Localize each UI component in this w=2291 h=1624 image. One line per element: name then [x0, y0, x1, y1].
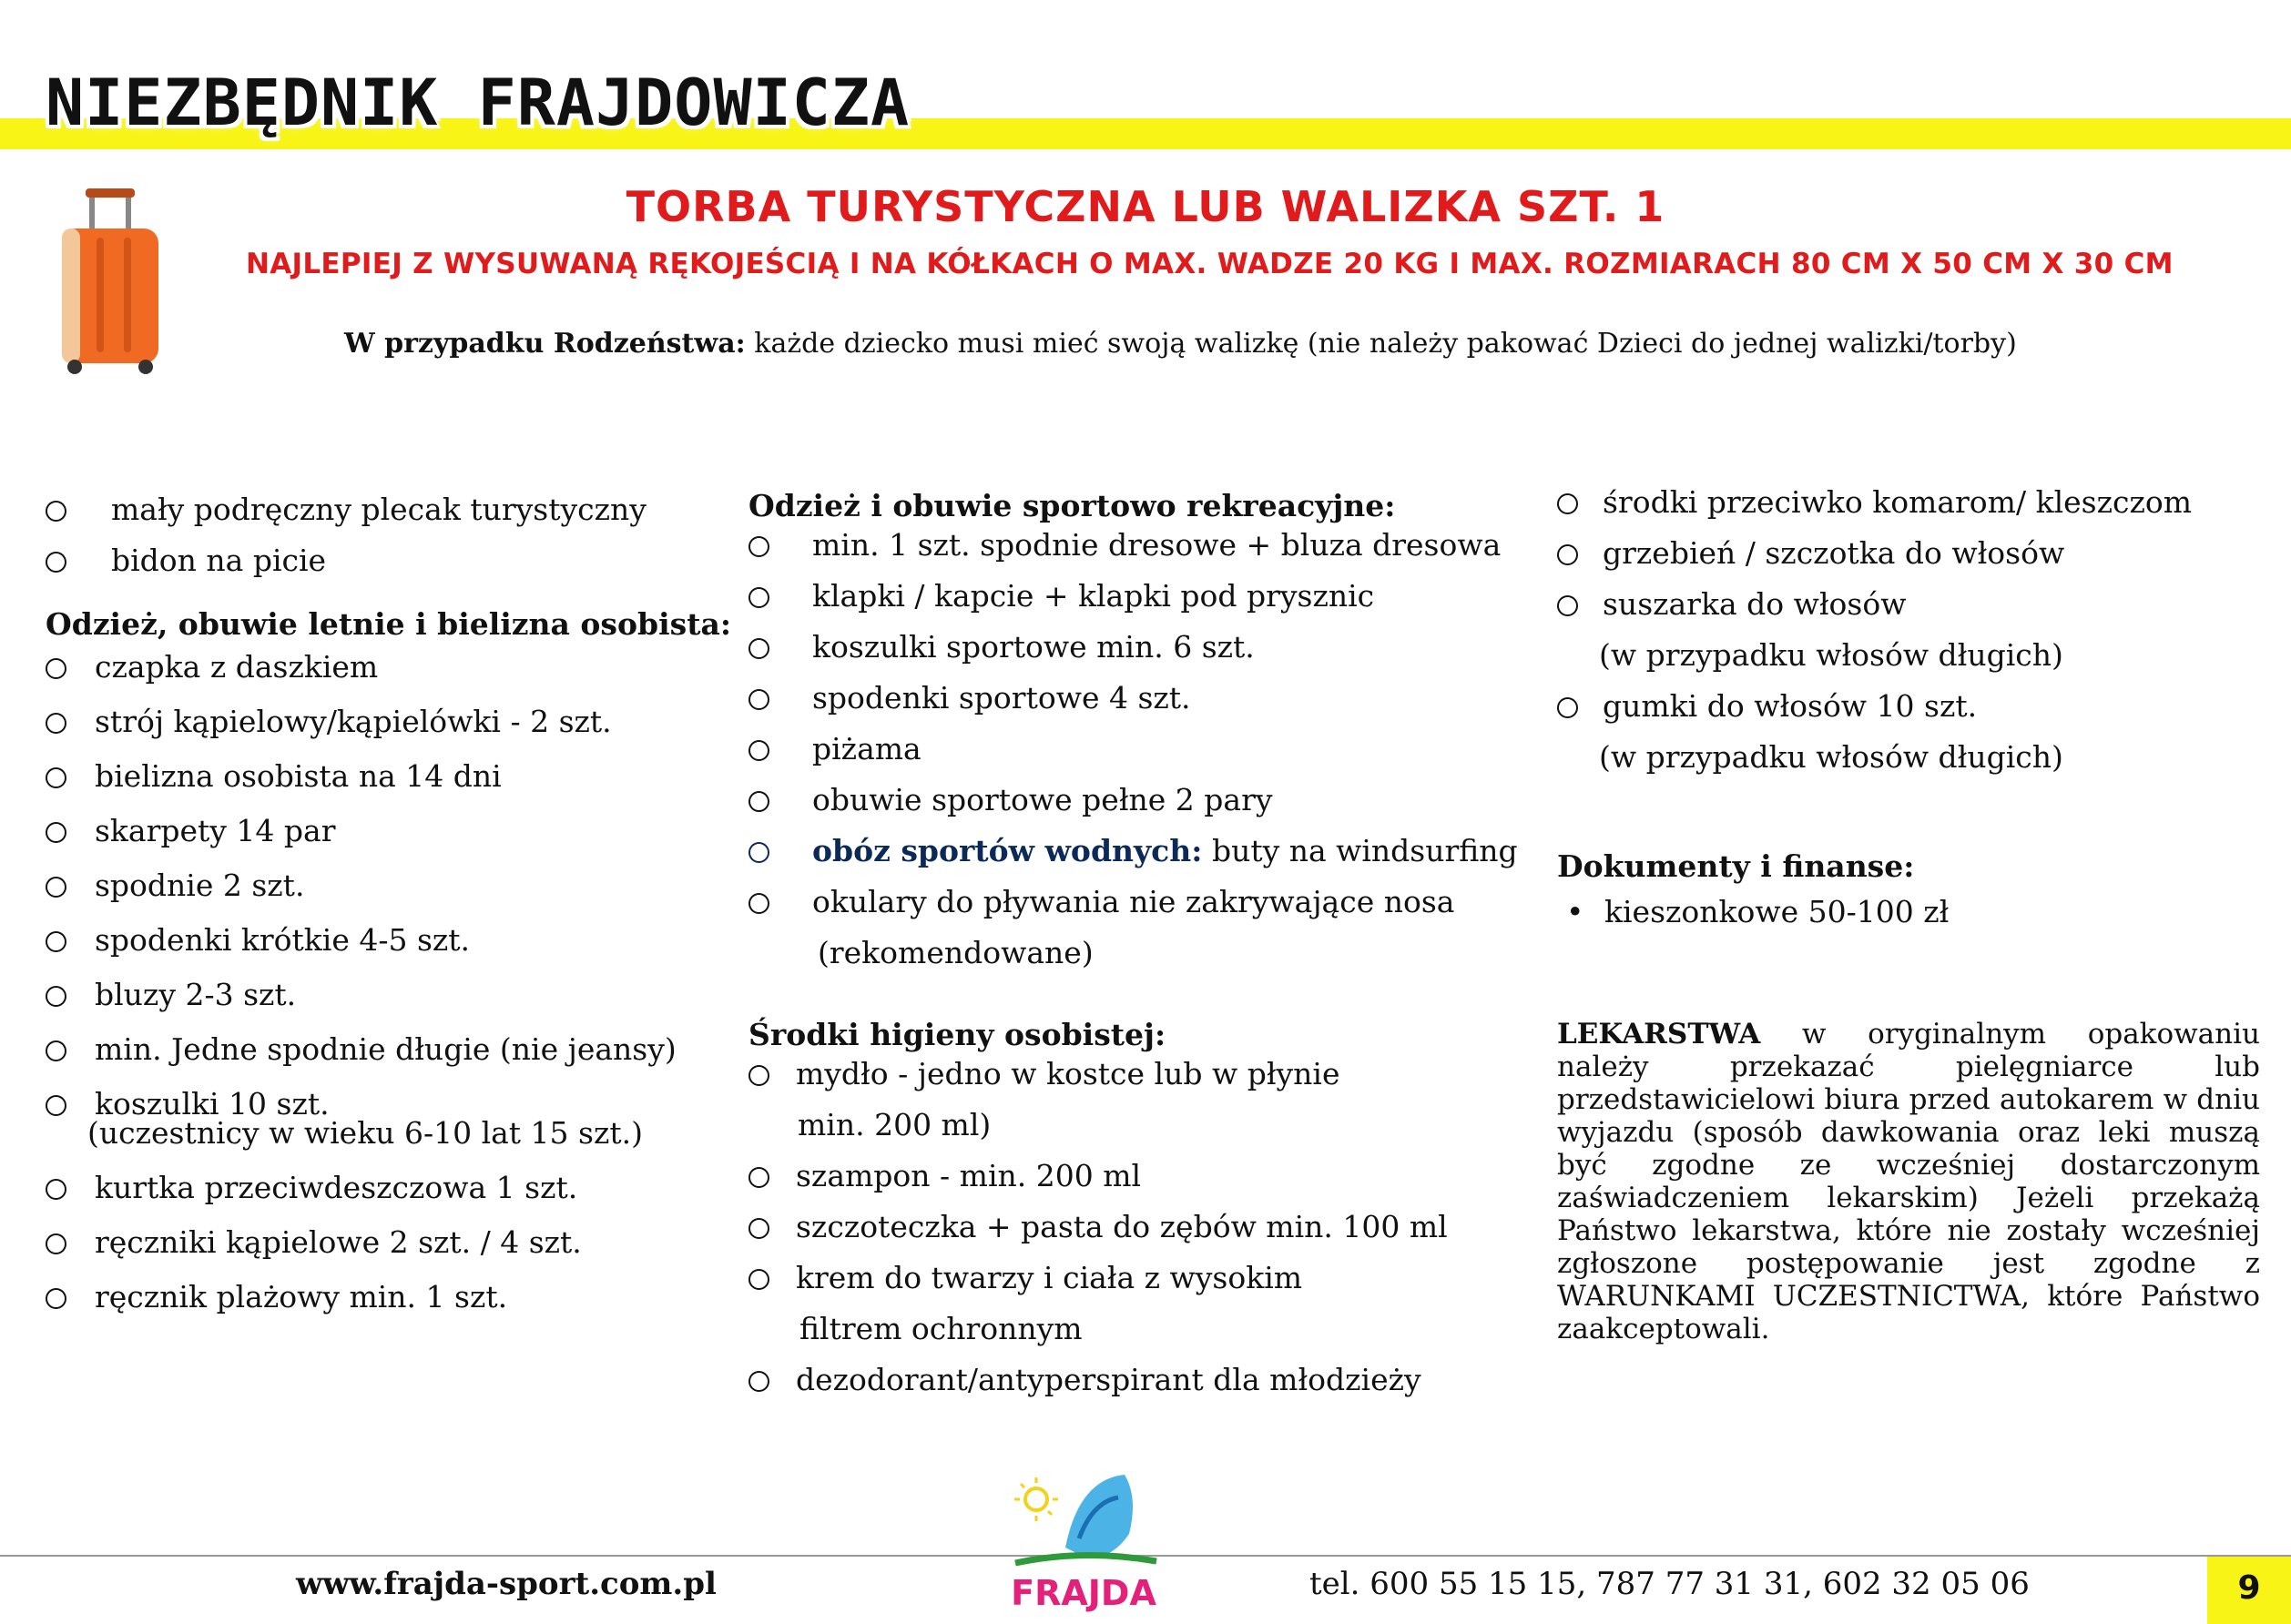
water-sports-label: obóz sportów wodnych:	[812, 833, 1203, 868]
circle-bullet-icon	[46, 986, 66, 1007]
list-item: gumki do włosów 10 szt.	[1557, 688, 2286, 739]
circle-bullet-icon	[46, 931, 66, 952]
list-item: ręczniki kąpielowe 2 szt. / 4 szt.	[46, 1224, 747, 1279]
page-number-box	[2207, 1557, 2291, 1624]
circle-bullet-icon	[1557, 697, 1578, 718]
circle-bullet-icon	[748, 689, 769, 710]
circle-bullet-icon	[748, 1167, 769, 1188]
section-heading-sport: Odzież i obuwie sportowo rekreacyjne:	[748, 488, 1396, 523]
circle-bullet-icon	[748, 1065, 769, 1086]
list-item: bidon na picie	[46, 543, 747, 586]
list-item: czapka z daszkiem	[46, 649, 747, 704]
circle-bullet-icon	[748, 893, 769, 914]
list-item: mały podręczny plecak turystyczny	[46, 492, 747, 543]
list-item: strój kąpielowy/kąpielówki - 2 szt.	[46, 704, 747, 758]
circle-bullet-icon	[1557, 544, 1578, 565]
list-item: grzebień / szczotka do włosów	[1557, 535, 2286, 586]
column-clothing	[46, 492, 747, 1334]
footer-website-link[interactable]: www.frajda-sport.com.pl	[296, 1566, 717, 1602]
page-title: NIEZBĘDNIK FRAJDOWICZA	[46, 66, 911, 140]
list-item: kurtka przeciwdeszczowa 1 szt.	[46, 1170, 747, 1224]
list-item-water-sports: obóz sportów wodnych: buty na windsurfing	[748, 833, 1550, 884]
circle-bullet-icon	[46, 767, 66, 788]
list-item: min. 1 szt. spodnie dresowe + bluza dresowa	[748, 527, 1550, 578]
sport-list	[748, 527, 1550, 986]
section-heading-clothing: Odzież, obuwie letnie i bielizna osobista:	[46, 606, 732, 642]
circle-bullet-icon	[748, 536, 769, 557]
cream-note: filtrem ochronnym	[799, 1311, 1083, 1346]
medications-note	[1557, 1018, 2260, 1345]
section-heading-hygiene: Środki higieny osobistej:	[748, 1017, 1166, 1052]
circle-bullet-icon	[748, 1218, 769, 1239]
bag-title: TORBA TURYSTYCZNA LUB WALIZKA SZT. 1	[626, 182, 1665, 231]
documents-list	[1557, 894, 1949, 945]
circle-bullet-icon	[1557, 493, 1578, 514]
page-number: 9	[2237, 1569, 2261, 1607]
clothing-list	[46, 649, 747, 1334]
dot-bullet-icon: •	[1566, 894, 1584, 929]
list-item: szczoteczka + pasta do zębów min. 100 ml	[748, 1209, 1550, 1260]
circle-bullet-icon	[46, 822, 66, 843]
medications-label: LEKARSTWA	[1557, 1018, 1761, 1051]
dryer-note: (w przypadku włosów długich)	[1599, 637, 2063, 673]
list-item: • kieszonkowe 50-100 zł	[1566, 894, 1950, 929]
bag-subtitle: NAJLEPIEJ Z WYSUWANĄ RĘKOJEŚCIĄ I NA KÓŁKACH O MAX. WADZE 20 KG I MAX. ROZMIARACH 80 CM X 50 CM X 30 CM	[246, 248, 2174, 280]
circle-bullet-icon	[748, 740, 769, 761]
column-other	[1557, 484, 2286, 929]
list-item: min. Jedne spodnie długie (nie jeansy)	[46, 1031, 747, 1086]
list-item: szampon - min. 200 ml	[748, 1158, 1550, 1209]
medications-text: w oryginalnym opakowaniu należy przekazać pielęgniarce lub przedstawicielowi biura przed autokarem w dniu wyjazdu (sposób dawkowania oraz leki muszą być zgodne ze wcześniej dostarczonym zaświadczeniem lekarskim) Jeżeli przekażą Państwo lekarstwa, które nie zostały wcześniej zgłoszone postępowanie jest zgodne z WARUNKAMI UCZESTNICTWA, które Państwo zaakceptowali.	[1557, 1018, 2260, 1345]
circle-bullet-icon	[748, 587, 769, 608]
goggles-note: (rekomendowane)	[818, 935, 1094, 970]
list-item: bluzy 2-3 szt.	[46, 977, 747, 1031]
list-item: ręcznik plażowy min. 1 szt.	[46, 1279, 747, 1334]
circle-bullet-icon	[46, 713, 66, 734]
list-item: spodenki sportowe 4 szt.	[748, 680, 1550, 731]
siblings-note	[344, 328, 2017, 360]
list-item: okulary do pływania nie zakrywające nosa	[748, 884, 1550, 935]
circle-bullet-icon	[46, 658, 66, 679]
circle-bullet-icon	[46, 1040, 66, 1061]
list-item: spodnie 2 szt.	[46, 868, 747, 922]
circle-bullet-icon	[1557, 595, 1578, 616]
list-item: środki przeciwko komarom/ kleszczom	[1557, 484, 2286, 535]
hygiene-list	[748, 1056, 1550, 1413]
siblings-label: W przypadku Rodzeństwa:	[344, 328, 746, 360]
circle-bullet-icon	[46, 1233, 66, 1254]
circle-bullet-icon	[748, 1371, 769, 1392]
circle-bullet-icon	[46, 1095, 66, 1116]
other-list	[1557, 484, 2286, 790]
list-item: dezodorant/antyperspirant dla młodzieży	[748, 1362, 1550, 1413]
frajda-logo	[1002, 1461, 1166, 1616]
list-item: koszulki sportowe min. 6 szt.	[748, 629, 1550, 680]
frajda-logo-text: FRAJDA	[1011, 1573, 1156, 1613]
list-item: obuwie sportowe pełne 2 pary	[748, 782, 1550, 833]
circle-bullet-icon	[748, 1269, 769, 1290]
hair-ties-note: (w przypadku włosów długich)	[1599, 739, 2063, 775]
top-items-list	[46, 492, 747, 586]
siblings-text: każde dziecko musi mieć swoją walizkę (nie należy pakować Dzieci do jednej walizki/torby)	[745, 328, 2017, 360]
list-item: krem do twarzy i ciała z wysokim	[748, 1260, 1550, 1311]
soap-note: min. 200 ml)	[798, 1107, 992, 1142]
section-heading-documents: Dokumenty i finanse:	[1557, 848, 1915, 884]
list-item: spodenki krótkie 4-5 szt.	[46, 922, 747, 977]
circle-bullet-icon	[46, 1288, 66, 1309]
list-item: skarpety 14 par	[46, 813, 747, 868]
circle-bullet-icon	[748, 638, 769, 659]
circle-bullet-icon	[46, 552, 66, 573]
list-item: bielizna osobista na 14 dni	[46, 758, 747, 813]
circle-bullet-icon	[748, 842, 769, 863]
circle-bullet-icon	[46, 877, 66, 898]
list-item: suszarka do włosów	[1557, 586, 2286, 637]
list-item: mydło - jedno w kostce lub w płynie	[748, 1056, 1550, 1107]
footer-phone: tel. 600 55 15 15, 787 77 31 31, 602 32 05 06	[1309, 1566, 2030, 1602]
circle-bullet-icon	[46, 501, 66, 522]
list-item: klapki / kapcie + klapki pod prysznic	[748, 578, 1550, 629]
column-sport-hygiene	[748, 488, 1550, 1413]
koszulki-note: (uczestnicy w wieku 6-10 lat 15 szt.)	[87, 1115, 643, 1151]
circle-bullet-icon	[748, 791, 769, 812]
list-item: piżama	[748, 731, 1550, 782]
circle-bullet-icon	[46, 1179, 66, 1200]
list-item: koszulki 10 szt. (uczestnicy w wieku 6-10 lat 15 szt.)	[46, 1086, 747, 1170]
